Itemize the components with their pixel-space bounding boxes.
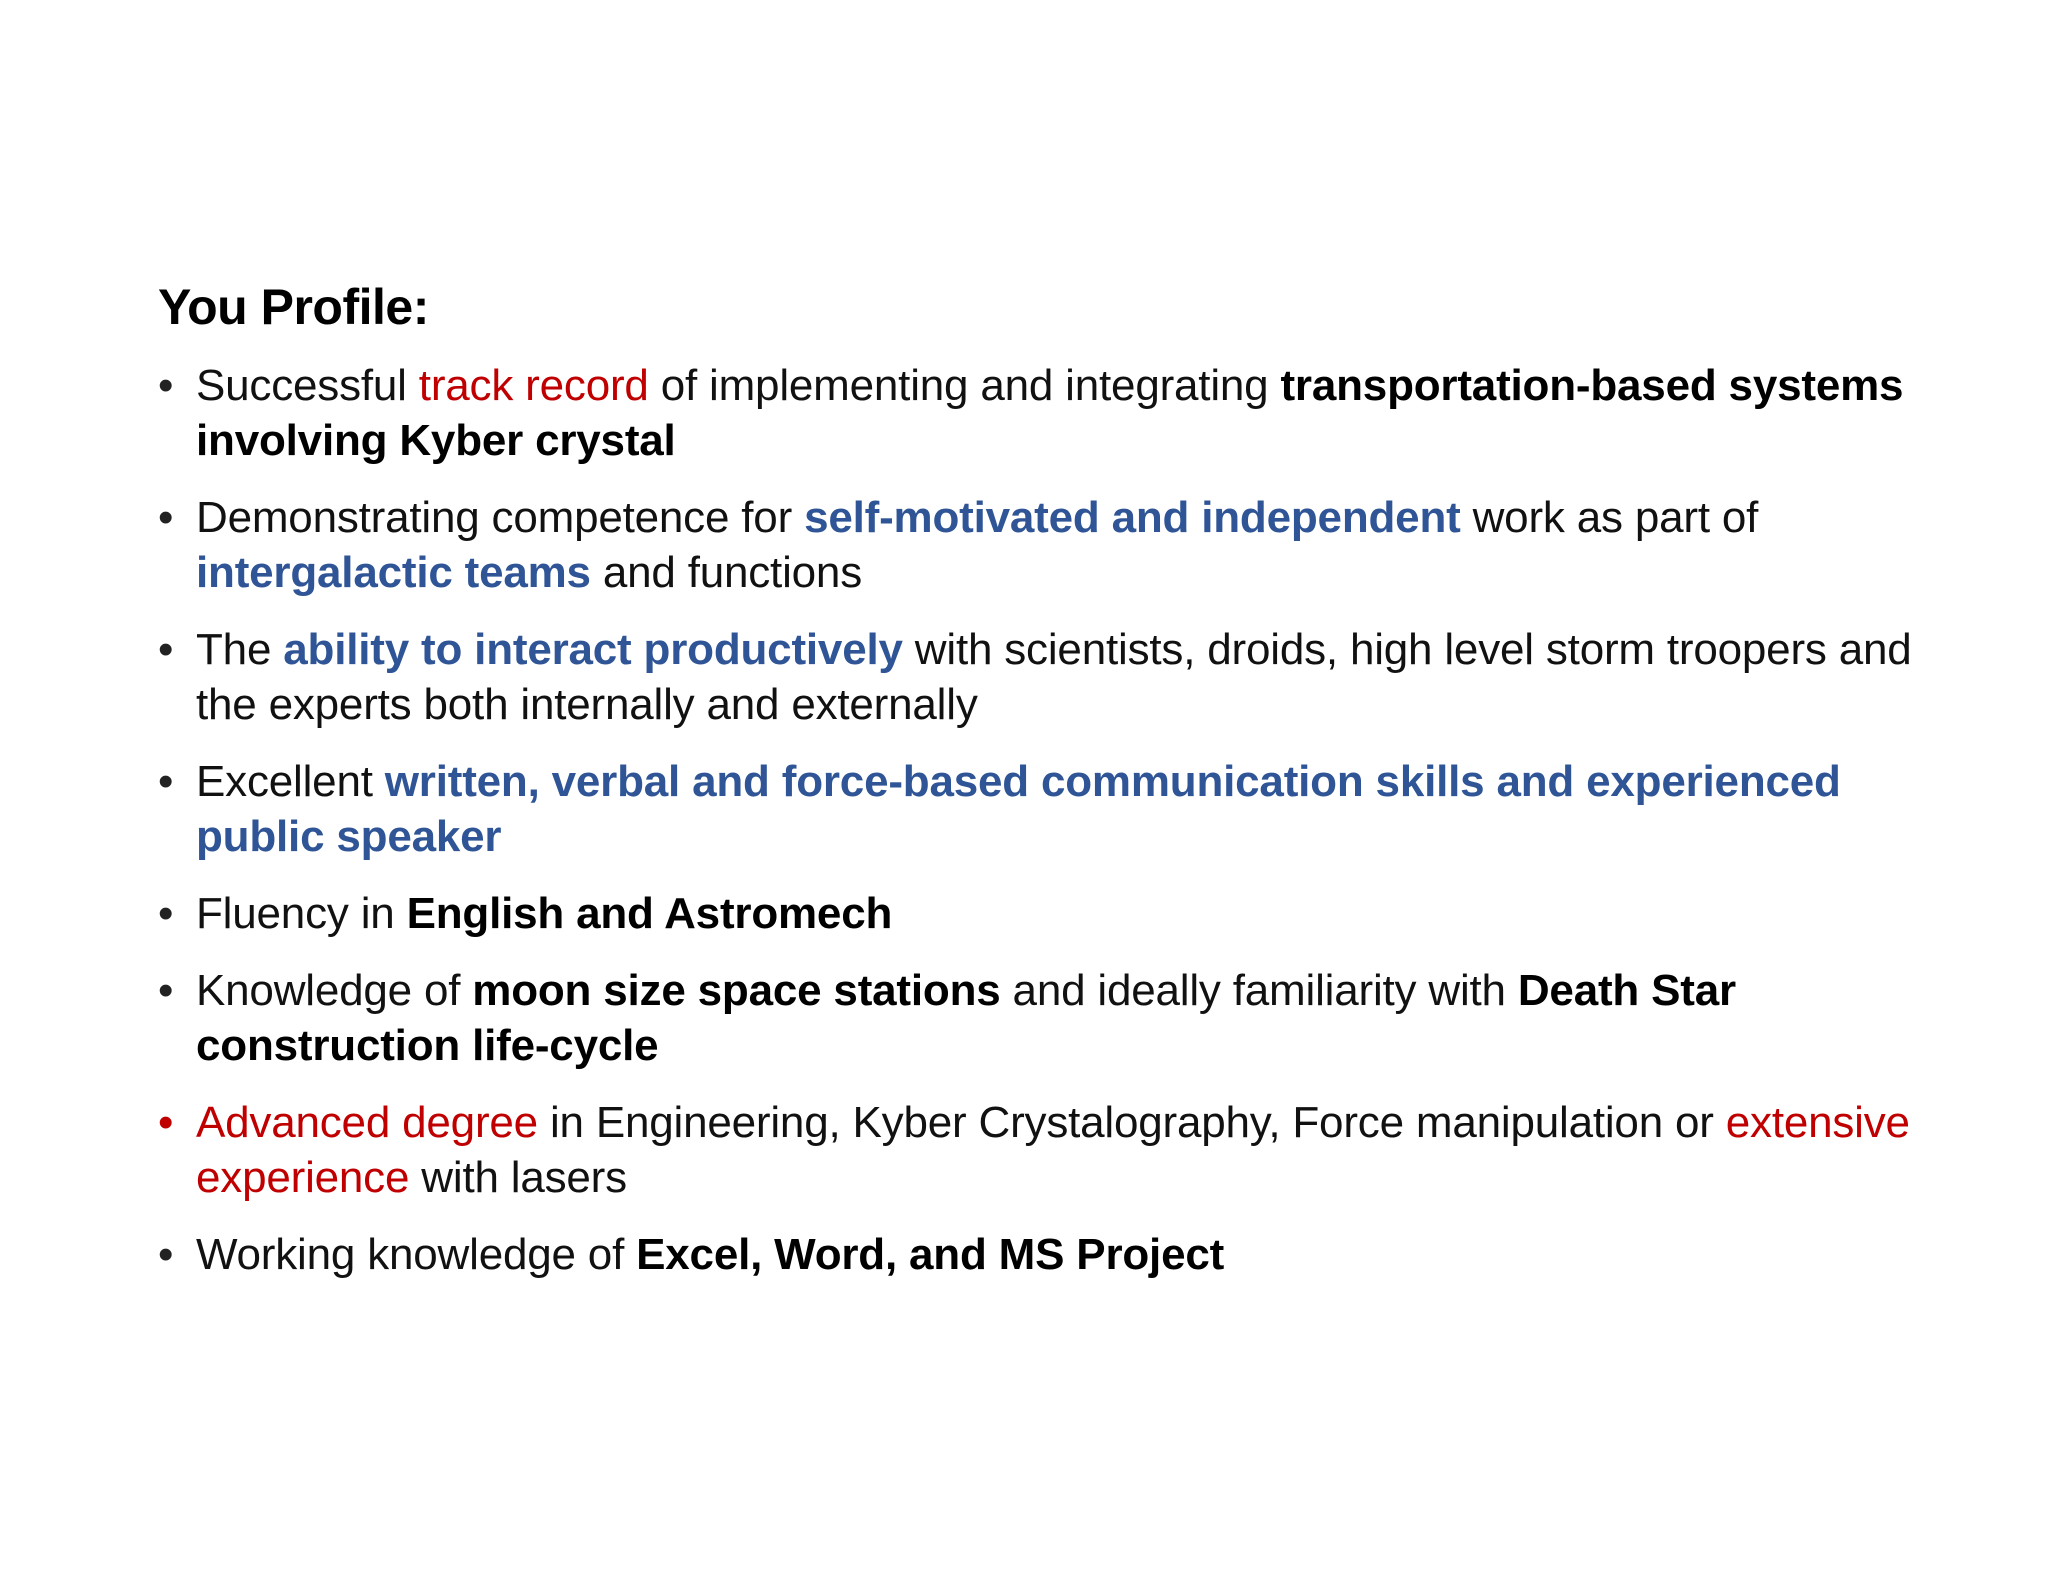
bullet-text: Successful bbox=[196, 361, 419, 410]
bullet-dot: • bbox=[158, 1098, 174, 1147]
bullet-dot: • bbox=[158, 361, 174, 410]
bullet-degree bbox=[158, 1095, 1958, 1205]
emphasis-blue: ability to interact productively bbox=[283, 625, 903, 674]
bullet-interaction bbox=[158, 622, 1958, 732]
bullet-communication bbox=[158, 754, 1958, 864]
emphasis-bold: Death Star construction life-cycle bbox=[196, 966, 1736, 1070]
emphasis-blue: self-motivated and independent bbox=[804, 493, 1461, 542]
bullet-text: Working knowledge of bbox=[196, 1230, 637, 1279]
bullet-text: in Engineering, Kyber Crystalography, Force manipulation or bbox=[537, 1098, 1726, 1147]
bullet-text: and functions bbox=[590, 548, 862, 597]
bullet-text: The bbox=[196, 625, 284, 674]
bullet-dot: • bbox=[158, 1230, 174, 1279]
profile-bullet-list bbox=[158, 358, 1958, 1304]
bullet-software bbox=[158, 1227, 1958, 1282]
emphasis-red: Advanced degree bbox=[196, 1098, 538, 1147]
bullet-text: and ideally familiarity with bbox=[1000, 966, 1518, 1015]
emphasis-blue: intergalactic teams bbox=[196, 548, 591, 597]
bullet-text: Excellent bbox=[196, 757, 385, 806]
bullet-text: Fluency in bbox=[196, 889, 407, 938]
emphasis-bold: transportation-based systems involving Kyber crystal bbox=[196, 361, 1904, 465]
bullet-dot: • bbox=[158, 757, 174, 806]
bullet-track-record bbox=[158, 358, 1958, 468]
bullet-text: with lasers bbox=[409, 1153, 627, 1202]
bullet-text: work as part of bbox=[1460, 493, 1759, 542]
emphasis-red: track record bbox=[418, 361, 649, 410]
bullet-space-stations bbox=[158, 963, 1958, 1073]
bullet-text: with scientists, droids, high level storm troopers and the experts both internally and externally bbox=[196, 625, 1912, 729]
emphasis-blue: written, verbal and force-based communication skills and experienced public speaker bbox=[196, 757, 1841, 861]
bullet-dot: • bbox=[158, 889, 174, 938]
bullet-dot: • bbox=[158, 493, 174, 542]
bullet-text: Demonstrating competence for bbox=[196, 493, 805, 542]
bullet-text: of implementing and integrating bbox=[648, 361, 1281, 410]
bullet-fluency bbox=[158, 886, 1958, 941]
emphasis-bold: English and Astromech bbox=[406, 889, 893, 938]
bullet-dot: • bbox=[158, 966, 174, 1015]
emphasis-red: extensive experience bbox=[196, 1098, 1910, 1202]
emphasis-bold: moon size space stations bbox=[472, 966, 1001, 1015]
emphasis-bold: Excel, Word, and MS Project bbox=[636, 1230, 1225, 1279]
bullet-teamwork bbox=[158, 490, 1958, 600]
bullet-text: Knowledge of bbox=[196, 966, 473, 1015]
slide-title: You Profile: bbox=[158, 279, 429, 335]
bullet-dot: • bbox=[158, 625, 174, 674]
